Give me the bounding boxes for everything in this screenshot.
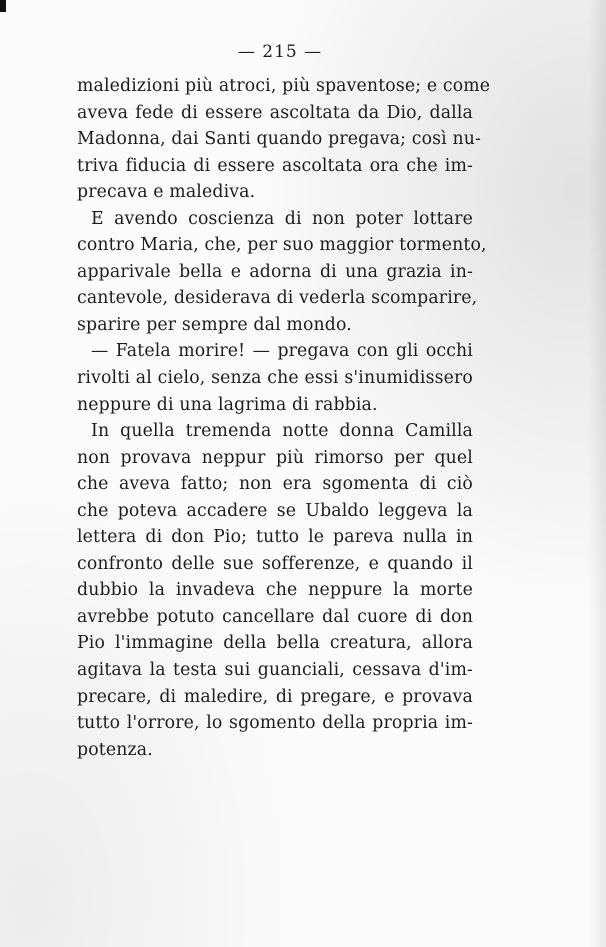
text-line: agitava la testa sui guanciali, cessava d'im- bbox=[77, 660, 473, 681]
text-line: avrebbe potuto cancellare dal cuore di don bbox=[77, 606, 473, 627]
text-line: precare, di maledire, di pregare, e provava bbox=[77, 686, 473, 707]
text-line: contro Maria, che, per suo maggior tormento, bbox=[77, 235, 487, 256]
text-line: Pio l'immagine della bella creatura, allora bbox=[77, 633, 473, 654]
text-line: non provava neppur più rimorso per quel bbox=[77, 447, 473, 468]
text-line: aveva fede di essere ascoltata da Dio, dalla bbox=[77, 102, 473, 123]
page-number: — 215 — bbox=[237, 42, 323, 62]
page-edge-shadow bbox=[588, 0, 606, 947]
text-line: potenza. bbox=[77, 739, 153, 760]
text-line: maledizioni più atroci, più spaventose; e come bbox=[77, 76, 491, 96]
text-line: lettera di don Pio; tutto le pareva nulla in bbox=[77, 527, 473, 548]
text-line: neppure di una lagrima di rabbia. bbox=[77, 394, 378, 415]
text-line: che aveva fatto; non era sgomenta di ciò bbox=[77, 474, 473, 495]
text-line: confronto delle sue sofferenze, e quando il bbox=[77, 553, 473, 574]
text-line: apparivale bella e adorna di una grazia in- bbox=[77, 261, 473, 282]
text-line: precava e malediva. bbox=[77, 182, 256, 203]
text-line: tutto l'orrore, lo sgomento della propria im- bbox=[77, 713, 473, 734]
paragraph-start-line: In quella tremenda notte donna Camilla bbox=[91, 421, 473, 442]
text-line: dubbio la invadeva che neppure la morte bbox=[77, 580, 473, 601]
paragraph-start-line: — Fatela morire! — pregava con gli occhi bbox=[91, 341, 473, 362]
text-line: cantevole, desiderava di vederla scomparire, bbox=[77, 288, 478, 309]
text-line: triva fiducia di essere ascoltata ora che im- bbox=[77, 155, 473, 176]
text-line: che poteva accadere se Ubaldo leggeva la bbox=[77, 500, 473, 521]
text-line: Madonna, dai Santi quando pregava; così nu- bbox=[77, 129, 482, 150]
text-line: sparire per sempre dal mondo. bbox=[77, 314, 352, 335]
text-line: rivolti al cielo, senza che essi s'inumidissero bbox=[77, 368, 473, 389]
paragraph-start-line: E avendo coscienza di non poter lottare bbox=[91, 208, 473, 229]
scan-corner-mark bbox=[0, 0, 6, 12]
body-text bbox=[77, 73, 491, 763]
